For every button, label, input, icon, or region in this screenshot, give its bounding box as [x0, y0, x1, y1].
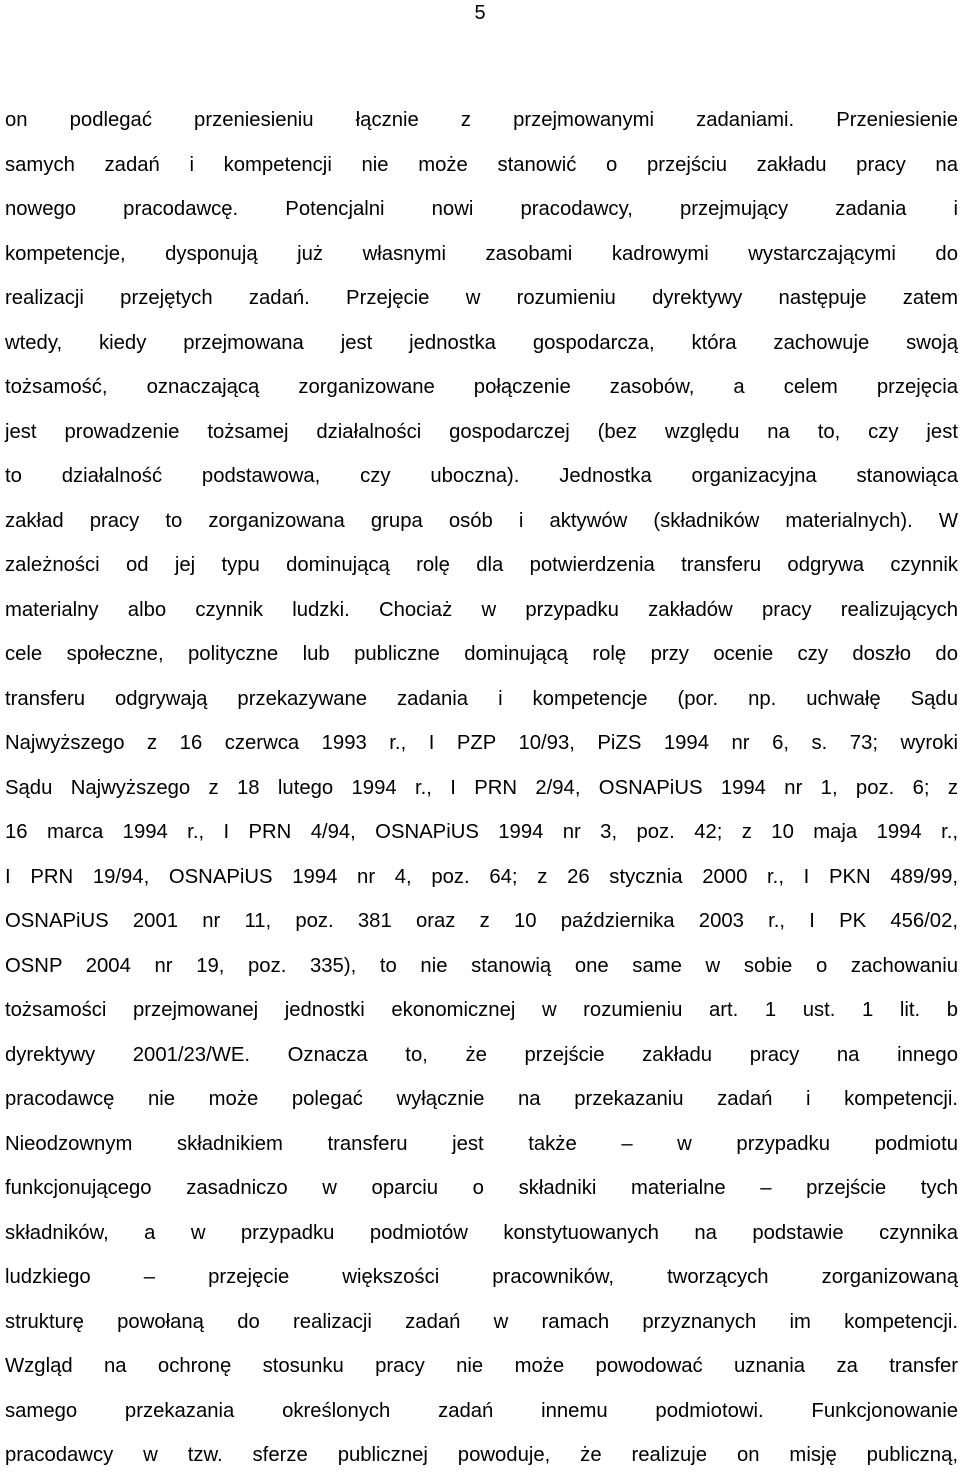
text-line: OSNAPiUS 2001 nr 11, poz. 381 oraz z 10 października 2003 r., I PK 456/02,	[5, 910, 958, 932]
text-line: zakład pracy to zorganizowana grupa osób i aktywów (składników materialnych). W	[5, 509, 958, 532]
text-line: OSNP 2004 nr 19, poz. 335), to nie stanowią one same w sobie o zachowaniu	[5, 954, 958, 977]
page-number: 5	[474, 2, 486, 24]
text-line: pracodawcę nie może polegać wyłącznie na przekazaniu zadań i kompetencji.	[5, 1088, 958, 1110]
text-line: tożsamość, oznaczającą zorganizowane połączenie zasobów, a celem przejęcia	[5, 376, 958, 398]
text-line: I PRN 19/94, OSNAPiUS 1994 nr 4, poz. 64; z 26 stycznia 2000 r., I PKN 489/99,	[5, 865, 958, 888]
text-line: on podlegać przeniesieniu łącznie z przejmowanymi zadaniami. Przeniesienie	[5, 109, 958, 131]
text-line: ludzkiego – przejęcie większości pracowników, tworzących zorganizowaną	[5, 1266, 958, 1288]
text-line: to działalność podstawowa, czy uboczna). Jednostka organizacyjna stanowiąca	[5, 465, 958, 487]
text-line: nowego pracodawcę. Potencjalni nowi pracodawcy, przejmujący zadania i	[5, 198, 958, 220]
text-line: cele społeczne, polityczne lub publiczne dominującą rolę przy ocenie czy doszło do	[5, 643, 958, 665]
text-line: transferu odgrywają przekazywane zadania i kompetencje (por. np. uchwałę Sądu	[5, 687, 958, 710]
text-line: funkcjonującego zasadniczo w oparciu o składniki materialne – przejście tych	[5, 1177, 958, 1199]
text-line: Najwyższego z 16 czerwca 1993 r., I PZP 10/93, PiZS 1994 nr 6, s. 73; wyroki	[5, 732, 958, 754]
text-line: dyrektywy 2001/23/WE. Oznacza to, że przejście zakładu pracy na innego	[5, 1043, 958, 1066]
text-line: samych zadań i kompetencji nie może stanowić o przejściu zakładu pracy na	[5, 153, 958, 176]
text-line: pracodawcy w tzw. sferze publicznej powoduje, że realizuje on misję publiczną,	[5, 1444, 958, 1466]
text-line: 16 marca 1994 r., I PRN 4/94, OSNAPiUS 1994 nr 3, poz. 42; z 10 maja 1994 r.,	[5, 821, 958, 843]
text-line: samego przekazania określonych zadań innemu podmiotowi. Funkcjonowanie	[5, 1399, 958, 1422]
text-line: Nieodzownym składnikiem transferu jest także – w przypadku podmiotu	[5, 1132, 958, 1155]
text-line: kompetencje, dysponują już własnymi zasobami kadrowymi wystarczającymi do	[5, 242, 958, 265]
text-line: wtedy, kiedy przejmowana jest jednostka gospodarcza, która zachowuje swoją	[5, 331, 958, 354]
text-line: Sądu Najwyższego z 18 lutego 1994 r., I PRN 2/94, OSNAPiUS 1994 nr 1, poz. 6; z	[5, 776, 958, 799]
text-line: składników, a w przypadku podmiotów konstytuowanych na podstawie czynnika	[5, 1221, 958, 1244]
text-line: jest prowadzenie tożsamej działalności gospodarczej (bez względu na to, czy jest	[5, 420, 958, 443]
text-line: Wzgląd na ochronę stosunku pracy nie może powodować uznania za transfer	[5, 1355, 958, 1377]
text-line: strukturę powołaną do realizacji zadań w ramach przyznanych im kompetencji.	[5, 1310, 958, 1333]
text-line: realizacji przejętych zadań. Przejęcie w rozumieniu dyrektywy następuje zatem	[5, 287, 958, 309]
text-line: tożsamości przejmowanej jednostki ekonomicznej w rozumieniu art. 1 ust. 1 lit. b	[5, 999, 958, 1021]
text-line: zależności od jej typu dominującą rolę dla potwierdzenia transferu odgrywa czynnik	[5, 554, 958, 576]
body-text	[5, 102, 958, 1482]
text-line: materialny albo czynnik ludzki. Chociaż w przypadku zakładów pracy realizujących	[5, 598, 958, 621]
